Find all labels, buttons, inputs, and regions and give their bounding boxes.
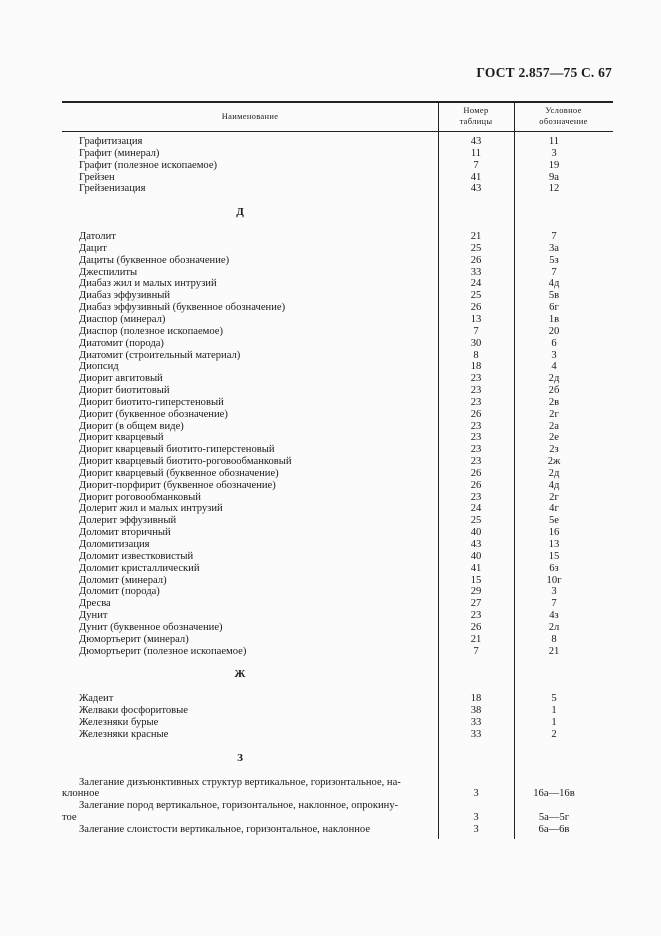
row-table-number: 41 [470,171,482,183]
row-symbol: 16а—16в [533,788,575,800]
row-table-number: 7 [473,645,479,657]
row-symbol: 2г [549,408,559,420]
table-row [0,492,661,504]
table-row-continuation [0,788,661,800]
table-row [0,693,661,705]
row-table-number: 23 [470,432,482,444]
table-row [0,610,661,622]
row-table-number: 25 [470,290,482,302]
row-name: Железняки бурые [79,716,159,728]
row-name: Диабаз эффузивный [79,290,171,302]
row-symbol: 2ж [547,456,561,468]
row-name: Желваки фосфоритовые [79,705,188,717]
table-row [0,575,661,587]
column-header-symbol-line1: Условное [545,105,582,115]
table-row [0,267,661,279]
row-name: Диорит (буквенное обозначение) [79,408,228,420]
row-name: Диопсид [79,361,119,373]
row-table-number: 18 [470,361,482,373]
row-table-number: 3 [473,823,479,835]
row-name: Диорит кварцевый (буквенное обозначение) [79,467,279,479]
row-symbol: 5в [548,290,560,302]
row-symbol: 8 [551,633,557,645]
row-table-number: 7 [473,325,479,337]
row-table-number: 8 [473,349,479,361]
row-name: Доломит (минерал) [79,574,167,586]
table-row [0,824,661,836]
row-name: Залегание слоистости вертикальное, горизонтальное, наклонное [79,823,371,835]
table-row [0,397,661,409]
table-row [0,373,661,385]
row-table-number: 24 [470,503,482,515]
table-row [0,586,661,598]
row-table-number: 24 [470,278,482,290]
row-table-number: 33 [470,266,482,278]
row-symbol: 2б [548,385,560,397]
row-name: Диорит роговообманковый [79,491,201,503]
row-table-number: 23 [470,456,482,468]
row-table-number: 43 [470,539,482,550]
row-name: Датолит [79,231,116,243]
row-symbol: 1 [551,705,557,717]
row-table-number: 3 [473,812,479,824]
row-table-number: 26 [470,479,482,491]
row-name: Долерит эффузивный [79,515,177,527]
row-name: Диабаз жил и малых интрузий [79,278,217,290]
table-row [0,551,661,563]
row-symbol: 1в [548,313,560,325]
row-name: Дацит [79,242,107,254]
table-row [0,302,661,314]
row-table-number: 43 [470,183,482,195]
row-name: Железняки красные [79,728,169,740]
row-table-number: 23 [470,491,482,503]
row-name: Жадеит [79,693,114,705]
row-symbol: 5з [549,254,559,266]
row-symbol: 19 [548,159,560,171]
row-table-number: 21 [470,633,482,645]
row-symbol: 7 [551,266,557,278]
table-row [0,432,661,444]
table-row [0,255,661,267]
row-symbol: 13 [548,539,560,550]
section-letter-heading [0,669,661,681]
table-row [0,361,661,373]
table-row [0,172,661,184]
row-name: Диорит биотитовый [79,385,170,397]
row-symbol: 3 [551,147,557,159]
section-letter: Ж [234,668,246,681]
table-row [0,729,661,741]
row-symbol: 16 [548,527,560,539]
row-name: Диорит кварцевый [79,432,164,444]
row-name: Доломитизация [79,539,150,550]
table-row [0,503,661,515]
row-table-number: 18 [470,693,482,705]
row-name: Диатомит (порода) [79,337,164,349]
row-symbol: 3 [551,349,557,361]
row-table-number: 23 [470,396,482,408]
column-header-table-number-line2: таблицы [459,116,493,126]
row-symbol: 3 [551,586,557,598]
row-table-number: 25 [470,515,482,527]
row-name: Диорит-порфирит (буквенное обозначение) [79,479,276,491]
row-symbol: 21 [548,645,560,657]
row-table-number: 23 [470,373,482,385]
table-row [0,409,661,421]
row-table-number: 40 [470,550,482,562]
row-name: Диаспор (минерал) [79,313,166,325]
row-name: Диаспор (полезное ископаемое) [79,325,224,337]
row-name: Дунит [79,610,108,622]
row-symbol: 7 [551,598,557,610]
row-name: Диорит (в общем виде) [79,420,184,432]
table-row [0,563,661,575]
table-row [0,314,661,326]
table-row [0,717,661,729]
row-symbol: 2г [549,491,559,503]
table-row [0,527,661,539]
row-table-number: 23 [470,610,482,622]
table-row [0,160,661,172]
table-row [0,183,661,195]
row-table-number: 11 [470,147,482,159]
row-name: Долерит жил и малых интрузий [79,503,223,515]
row-table-number: 26 [470,302,482,314]
section-letter: З [237,751,243,764]
row-table-number: 29 [470,586,482,598]
column-header-name [62,111,438,122]
row-table-number: 3 [473,788,479,800]
row-name: Дюмортьерит (минерал) [79,633,189,645]
table-row [0,777,661,789]
row-table-number: 26 [470,621,482,633]
table-row [0,646,661,658]
row-name-continuation: клонное [62,788,100,800]
row-symbol: 2д [548,467,560,479]
row-table-number: 38 [470,705,482,717]
row-name: Залегание дизъюнктивных структур вертикальное, горизонтальное, на- [79,776,401,788]
row-table-number: 13 [470,313,482,325]
column-header-table-number [438,105,514,127]
section-letter-heading [0,753,661,765]
row-symbol: 2а [549,420,559,432]
table-row [0,243,661,255]
table-row [0,385,661,397]
row-symbol: 11 [548,136,560,147]
table-row [0,350,661,362]
table-row [0,148,661,160]
table-row [0,622,661,634]
row-name: Грейзен [79,171,115,183]
column-header-table-number-line1: Номер [463,105,489,115]
table-row [0,515,661,527]
row-table-number: 40 [470,527,482,539]
row-symbol: 1 [551,716,557,728]
row-symbol: 20 [548,325,560,337]
row-name: Диорит биотито-гиперстеновый [79,396,224,408]
row-name: Доломит известковистый [79,550,194,562]
row-symbol: 2 [551,728,557,740]
row-name: Залегание пород вертикальное, горизонтальное, наклонное, опрокину- [79,800,399,812]
row-table-number: 26 [470,254,482,266]
table-row [0,290,661,302]
table-body [0,136,661,836]
row-table-number: 23 [470,444,482,456]
row-name: Дунит (буквенное обозначение) [79,621,223,633]
row-symbol: 4д [548,479,560,491]
row-symbol: 6з [549,562,559,574]
table-row [0,231,661,243]
row-name: Диорит кварцевый биотито-роговообманковый [79,456,292,468]
row-symbol: 9а [549,171,559,183]
row-table-number: 27 [470,598,482,610]
row-table-number: 23 [470,385,482,397]
row-name: Дресва [79,598,111,610]
row-table-number: 25 [470,242,482,254]
table-row [0,800,661,812]
row-name: Графит (минерал) [79,147,160,159]
row-name: Джеспилиты [79,266,138,278]
table-row [0,136,661,148]
row-symbol: 5а—5г [538,812,570,824]
row-name: Диорит кварцевый биотито-гиперстеновый [79,444,275,456]
row-symbol: 10г [546,574,562,586]
table-row [0,444,661,456]
row-table-number: 26 [470,408,482,420]
row-name: Доломит вторичный [79,527,171,539]
row-symbol: 2в [548,396,560,408]
row-symbol: 6г [549,302,559,314]
section-letter: Д [236,206,244,219]
row-table-number: 30 [470,337,482,349]
row-symbol: 2д [548,373,560,385]
row-symbol: 5е [549,515,559,527]
row-name: Диорит авгитовый [79,373,163,385]
row-table-number: 43 [470,136,482,147]
row-symbol: 6 [551,337,557,349]
row-symbol: 5 [551,693,557,705]
document-code: ГОСТ 2.857—75 С. 67 [476,65,612,80]
row-symbol: 4г [549,503,559,515]
row-name: Дюмортьерит (полезное ископаемое) [79,645,247,657]
row-symbol: 12 [548,183,560,195]
row-symbol: 4д [548,278,560,290]
row-symbol: 4з [549,610,559,622]
table-row [0,326,661,338]
row-table-number: 33 [470,728,482,740]
row-name: Диабаз эффузивный (буквенное обозначение) [79,302,286,314]
row-symbol: 2з [549,444,559,456]
row-table-number: 15 [470,574,482,586]
table-row-continuation [0,812,661,824]
row-name: Доломит (порода) [79,586,160,598]
table-row [0,539,661,551]
table-header-rule [62,131,613,132]
row-table-number: 23 [470,420,482,432]
table-row [0,480,661,492]
row-symbol: 15 [548,550,560,562]
row-name: Дациты (буквенное обозначение) [79,254,230,266]
table-row [0,634,661,646]
table-row [0,456,661,468]
row-symbol: 6а—6в [538,823,570,835]
column-header-name-label: Наименование [221,111,279,121]
row-symbol: 4 [551,361,557,373]
row-name: Грейзенизация [79,183,146,195]
row-symbol: 3а [549,242,559,254]
row-name: Диатомит (строительный материал) [79,349,241,361]
column-header-symbol [514,105,613,127]
row-table-number: 41 [470,562,482,574]
row-name: Графитизация [79,136,143,147]
table-top-rule [62,101,613,103]
row-symbol: 7 [551,231,557,243]
row-name-continuation: тое [62,812,77,824]
table-row [0,705,661,717]
row-table-number: 21 [470,231,482,243]
row-name: Доломит кристаллический [79,562,200,574]
row-symbol: 2е [549,432,559,444]
column-header-symbol-line2: обозначение [539,116,588,126]
row-table-number: 7 [473,159,479,171]
section-letter-heading [0,207,661,219]
table-row [0,598,661,610]
row-name: Графит (полезное ископаемое) [79,159,218,171]
table-row [0,468,661,480]
table-row [0,338,661,350]
row-symbol: 2л [548,621,560,633]
table-row [0,421,661,433]
table-row [0,278,661,290]
row-table-number: 26 [470,467,482,479]
row-table-number: 33 [470,716,482,728]
